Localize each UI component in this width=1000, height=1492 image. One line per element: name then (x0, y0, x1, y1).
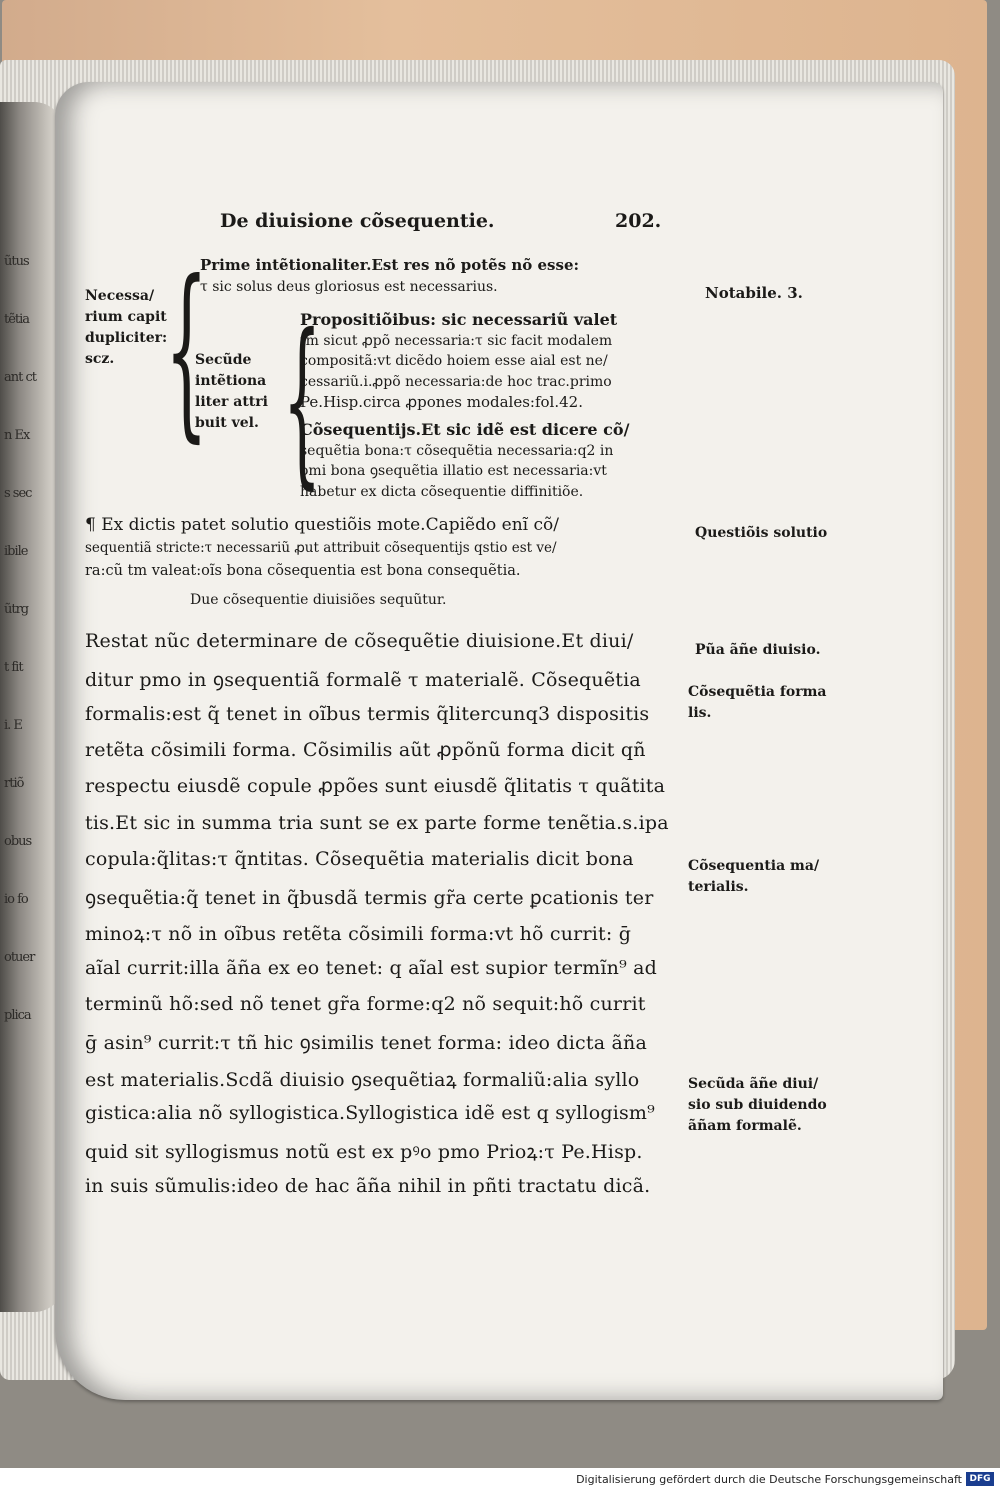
body-line: terminũ hõ:sed nõ tenet gr̃a forme:q2 nõ sequit:hõ currit (85, 993, 646, 1015)
margin-consequentia-formalis: Cõsequẽtia forma lis. (688, 684, 827, 721)
verso-fragment: rtiõ (4, 776, 24, 791)
body-line: minoꝝ:τ nõ in oĩbus retẽta cõsimili forma:vt hõ currit: ḡ (85, 923, 632, 946)
verso-fragment: io fo (4, 892, 28, 907)
inner-brace: { (283, 297, 322, 506)
consequentijs-block: Cõsequentijs.Et sic idẽ est dicere cõ/ sequẽtia bona:τ cõsequẽtia necessaria:q2 in omi bona ꝯsequẽtia illatio est necessaria:vt habetur ex dicta cõsequentie diffinitiõe. (300, 420, 630, 500)
solution-paragraph: ¶ Ex dictis patet solutio questiõis mote.Capiẽdo enĩ cõ/ sequentiã stricte:τ necessariũ ꝓut attribuit cõsequentijs qstio est ve/ ra:cũ tm valeat:oĩs bona cõsequentia est bona consequẽtia. (85, 515, 559, 579)
margin-prima-divisio: Pũa ãñe diuisio. (695, 642, 821, 658)
verso-fragment: ũtrg (4, 602, 29, 617)
margin-notabile: Notabile. 3. (705, 284, 803, 302)
margin-questionis-solutio: Questiõis solutio (695, 525, 828, 541)
verso-fragment: i. E (4, 718, 22, 733)
body-line: ꝯsequẽtia:q̃ tenet in q̃busdã termis gr̃a certe ꝑcationis ter (85, 887, 654, 910)
folio-number: 202. (615, 210, 662, 232)
propositionibus-block: Propositiõibus: sic necessariũ valet tm sicut ꝓpõ necessaria:τ sic facit modalem compositã:vt dicẽdo hoiem esse aial est ne/ cessariũ.i.ꝓpõ necessaria:de hoc trac.primo Pe.Hisp.circa ꝓpones modales:fol.42. (300, 310, 618, 411)
body-line: est materialis.Scdã diuisio ꝯsequẽtiaꝝ formaliũ:alia syllo (85, 1068, 640, 1091)
root-label: Necessa/ rium capit dupliciter: scz. (85, 288, 168, 367)
verso-fragment: ũtus (4, 254, 29, 269)
verso-fragment: ant ct (4, 370, 36, 385)
verso-fragment: obus (4, 834, 32, 849)
verso-fragment: ibile (4, 544, 28, 559)
body-line: gistica:alia nõ syllogistica.Syllogistica idẽ est q syllogism⁹ (85, 1101, 655, 1124)
prime-line-1: Prime intẽtionaliter.Est res nõ potẽs nõ esse: (200, 256, 580, 274)
body-line: respectu eiusdẽ copule ꝓpões sunt eiusdẽ q̃litatis τ quãtita (85, 775, 666, 798)
body-line: aĩal currit:illa ãña ex eo tenet: q aĩal est supior termĩn⁹ ad (85, 956, 658, 979)
body-line: quid sit syllogismus notũ est ex pꝰo pmo Prioꝝ:τ Pe.Hisp. (85, 1141, 643, 1164)
body-line: ditur pmo in ꝯsequentiã formalẽ τ materialẽ. Cõsequẽtia (85, 669, 641, 692)
verso-fragment: otuer (4, 950, 35, 965)
body-line: formalis:est q̃ tenet in oĩbus termis q̃litercunq3 dispositis (85, 702, 650, 725)
body-line: retẽta cõsimili forma. Cõsimilis aũt ꝓpõnũ forma dicit qñ (85, 738, 646, 761)
footer-bar (0, 1468, 1000, 1492)
body-line: in suis sũmulis:ideo de hac ãña nihil in pñti tractatu dicã. (85, 1174, 651, 1197)
dfg-logo: DFG (966, 1472, 994, 1486)
subheading: Due cõsequentie diuisiões sequũtur. (190, 592, 447, 608)
body-line: copula:q̃litas:τ q̃ntitas. Cõsequẽtia materialis dicit bona (85, 847, 634, 870)
recto-page (55, 82, 943, 1400)
secunde-label: Secũde intẽtiona liter attri buit vel. (195, 352, 268, 431)
outer-brace: { (165, 242, 208, 460)
verso-fragment: tẽtia (4, 312, 30, 327)
body-line: Restat nũc determinare de cõsequẽtie diuisione.Et diui/ (85, 630, 634, 652)
margin-secunda-divisio: Secũda ãñe diui/ sio sub diuidendo ãñam formalẽ. (688, 1076, 827, 1134)
body-line: tis.Et sic in summa tria sunt se ex parte forme tenẽtia.s.ipa (85, 811, 669, 834)
margin-consequentia-materialis: Cõsequentia ma/ terialis. (688, 858, 820, 895)
body-line: ḡ asin⁹ currit:τ tñ hic ꝯsimilis tenet forma: ideo dicta ãña (85, 1032, 647, 1055)
running-head: De diuisione cõsequentie. (220, 210, 495, 232)
verso-fragment: plica (4, 1008, 31, 1023)
verso-fragment: t fit (4, 660, 23, 675)
footer-credit: Digitalisierung gefördert durch die Deutsche Forschungsgemeinschaft (576, 1473, 962, 1486)
verso-fragment: n Ex (4, 428, 30, 443)
prime-line-2: τ sic solus deus gloriosus est necessarius. (200, 279, 498, 295)
verso-fragment: s sec (4, 486, 32, 501)
